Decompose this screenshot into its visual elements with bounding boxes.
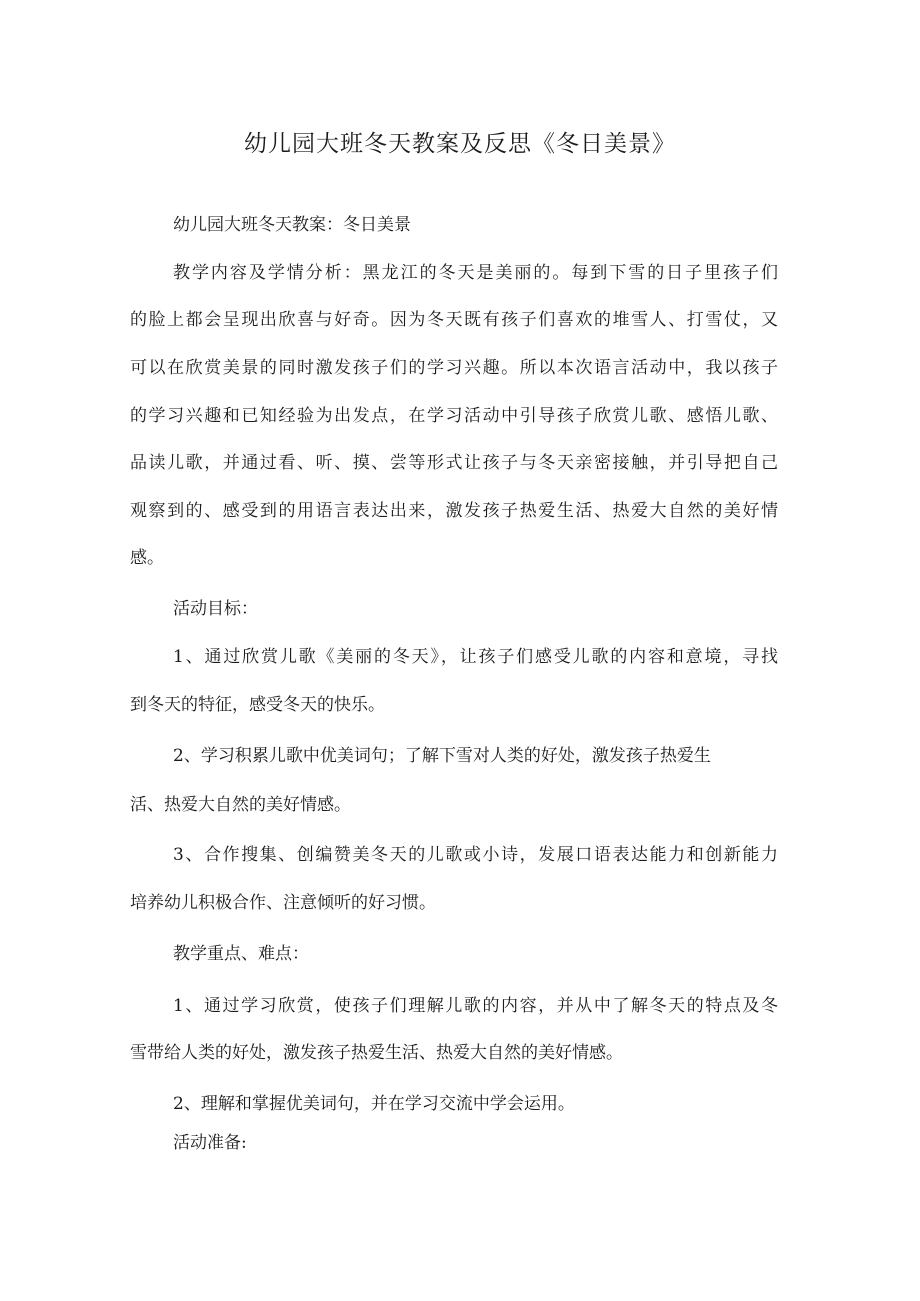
analysis-line-5: 品读儿歌，并通过看、听、摸、尝等形式让孩子与冬天亲密接触，并引导把自己 [130, 453, 778, 473]
goal-item-3-first: 3、合作搜集、创编赞美冬天的儿歌或小诗，发展口语表达能力和创新能力 [173, 845, 778, 865]
key-point-2: 2、理解和掌握优美词句，并在学习交流中学会运用。 [173, 1094, 575, 1114]
analysis-line-2: 的脸上都会呈现出欣喜与好奇。因为冬天既有孩子们喜欢的堆雪人、打雪仗，又 [130, 310, 778, 330]
analysis-line-4: 的学习兴趣和已知经验为出发点，在学习活动中引导孩子欣赏儿歌、感悟儿歌、 [130, 406, 778, 426]
key-point-1-rest: 雪带给人类的好处，激发孩子热爱生活、热爱大自然的美好情感。 [130, 1043, 623, 1063]
analysis-line-6: 观察到的、感受到的用语言表达出来，激发孩子热爱生活、热爱大自然的美好情 [130, 501, 778, 521]
key-points-heading: 教学重点、难点： [173, 944, 309, 964]
goal-item-1-first: 1、通过欣赏儿歌《美丽的冬天》，让孩子们感受儿歌的内容和意境，寻找 [173, 647, 778, 667]
document-title: 幼儿园大班冬天教案及反思《冬日美景》 [244, 131, 676, 157]
analysis-line-1: 教学内容及学情分析：黑龙江的冬天是美丽的。每到下雪的日子里孩子们 [173, 263, 778, 283]
preparation-heading: 活动准备: [173, 1133, 247, 1153]
document-subtitle: 幼儿园大班冬天教案：冬日美景 [173, 215, 411, 235]
goals-heading: 活动目标： [173, 599, 258, 619]
goal-item-3-rest: 培养幼儿积极合作、注意倾听的好习惯。 [130, 893, 436, 913]
goal-item-2-rest: 活、热爱大自然的美好情感。 [130, 795, 351, 815]
analysis-line-7: 感。 [130, 548, 164, 568]
goal-item-2-first: 2、学习积累儿歌中优美词句；了解下雪对人类的好处，激发孩子热爱生 [173, 746, 711, 766]
key-point-1-first: 1、通过学习欣赏，使孩子们理解儿歌的内容，并从中了解冬天的特点及冬 [173, 996, 778, 1016]
analysis-line-3: 可以在欣赏美景的同时激发孩子们的学习兴趣。所以本次语言活动中，我以孩子 [130, 358, 778, 378]
goal-item-1-rest: 到冬天的特征，感受冬天的快乐。 [130, 695, 385, 715]
